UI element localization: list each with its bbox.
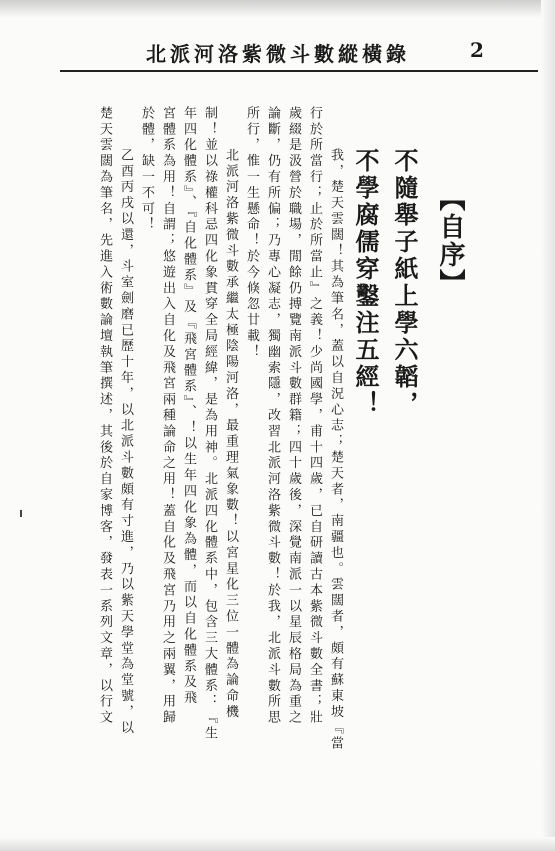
body-column-6: 北派河洛紫微斗數承繼太極陰陽河洛，最重理氣象數！以宮星化三位一體為論命機 (223, 148, 238, 721)
body-column-10: 於體，缺一不可！ (139, 106, 154, 234)
body-column-9: 宮體系為用！自謂；悠遊出入自化及飛宮兩種論命之用！蓋自化及飛宮乃用之兩翼，用歸 (160, 106, 175, 727)
section-title: 【自序】 (435, 185, 465, 297)
page-number: 2 (470, 38, 484, 62)
body-column-11: 乙酉丙戌以還，斗室劍磨已歷十年，以北派斗數頗有寸進，乃以紫天學堂為堂號，以 (118, 148, 133, 737)
scan-right-edge (541, 0, 555, 851)
running-header-title: 北派河洛紫微斗數縱橫錄 (146, 42, 410, 66)
scan-bottom-shade (0, 837, 555, 851)
body-column-3: 歲綴是汲營於職場，閒餘仍搏覽南派斗數群籍；四十歲後，深覺南派一以星辰格局為重之 (286, 106, 301, 727)
margin-ink-mark (20, 510, 22, 517)
body-column-7: 制！並以祿權科忌四化象貫穿全局經緯，是為用神。北派四化體系中，包含三大體系：『生 (202, 106, 217, 742)
body-column-5: 所行，惟一生懸命！於今倏忽廿載！ (244, 106, 259, 361)
body-column-8: 年四化體系』、『自化體系』及『飛宮體系』、！以生年四化象為體，而以自化體系及飛 (181, 106, 196, 707)
body-column-2: 行於所當行；止於所當止』之義！少尚國學，甫十四歲，已自研讀古本紫微斗數全書；壯 (307, 106, 322, 727)
body-column-12: 楚天雲闊為筆名，先進入術數論壇執筆撰述，其後於自家博客，發表一系列文章，以行文 (97, 106, 112, 727)
header-rule (60, 70, 538, 72)
epigraph-line-2: 不學腐儒穿鑿注五經！ (351, 148, 380, 418)
body-column-4: 論斷，仍有所偏；乃專心凝志，獨幽索隱，改習北派河洛紫微斗數！於我，北派斗數所思 (265, 106, 280, 727)
body-column-1: 我，楚天雲闊！其為筆名，蓋以自況心志；楚天者，南疆也。雲闊者，頗有蘇東坡『當 (328, 148, 343, 753)
epigraph-line-1: 不隨舉子紙上學六韜， (390, 148, 419, 418)
scan-top-shadow (0, 0, 555, 18)
